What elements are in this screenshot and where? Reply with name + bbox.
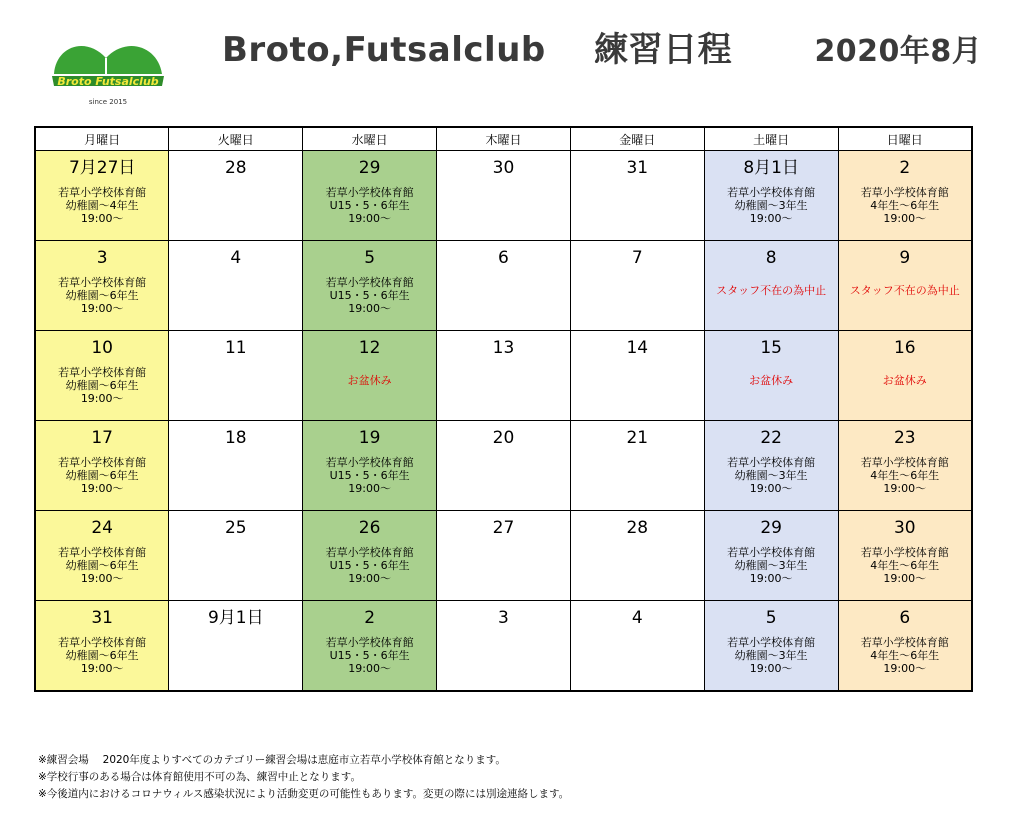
calendar-week-row (35, 421, 972, 511)
practice-info-line: 幼稚園〜6年生 (65, 649, 139, 662)
day-number: 31 (91, 608, 113, 628)
practice-info (303, 276, 436, 315)
practice-info-line: 若草小学校体育館 (325, 456, 414, 469)
day-number: 27 (492, 518, 515, 538)
calendar-day-cell (169, 151, 303, 241)
day-number: 4 (230, 248, 242, 268)
practice-info-line: 19:00〜 (348, 212, 391, 225)
practice-info-line: 19:00〜 (348, 302, 391, 315)
calendar-day-cell (838, 241, 972, 331)
practice-info-line: 若草小学校体育館 (58, 456, 147, 469)
club-logo (46, 36, 170, 116)
practice-info-line: 若草小学校体育館 (325, 546, 414, 559)
day-number: 28 (626, 518, 649, 538)
notes-section (38, 752, 569, 803)
practice-info-line: 若草小学校体育館 (860, 186, 949, 199)
day-number: 23 (893, 428, 916, 448)
practice-info-line: 19:00〜 (883, 662, 927, 675)
day-number: 5 (364, 248, 376, 268)
practice-info-line: 幼稚園〜6年生 (65, 379, 139, 392)
day-number: 10 (91, 338, 113, 358)
day-number: 28 (224, 158, 247, 178)
calendar-day-cell (169, 241, 303, 331)
practice-info (705, 546, 838, 585)
practice-info-line: 19:00〜 (348, 482, 391, 495)
day-number: 7 (631, 248, 643, 268)
day-number: 12 (358, 338, 381, 358)
day-number: 2 (899, 158, 911, 178)
practice-info-line: U15・5・6年生 (329, 559, 410, 572)
calendar-body (35, 151, 972, 692)
practice-info-line: 19:00〜 (749, 572, 793, 585)
day-number: 29 (358, 158, 381, 178)
practice-info (705, 186, 838, 225)
calendar-day-cell (838, 601, 972, 692)
practice-info-line: 19:00〜 (80, 302, 124, 315)
practice-info (36, 276, 168, 315)
calendar-day-cell (169, 601, 303, 692)
day-number: 30 (492, 158, 515, 178)
day-number: 31 (626, 158, 649, 178)
weekday-header: 火曜日 (169, 127, 303, 151)
practice-info-line: 若草小学校体育館 (58, 276, 147, 289)
practice-info (839, 456, 971, 495)
calendar-day-cell (35, 511, 169, 601)
calendar-day-cell (437, 151, 571, 241)
practice-info-line: U15・5・6年生 (329, 469, 410, 482)
calendar-day-cell (169, 331, 303, 421)
logo-since: since 2015 (88, 98, 128, 106)
calendar-day-cell (35, 601, 169, 692)
practice-info-line: 幼稚園〜3年生 (734, 469, 808, 482)
practice-info (839, 186, 971, 225)
note-line: ※学校行事のある場合は体育館使用不可の為、練習中止となります。 (38, 771, 361, 783)
practice-info-line: 若草小学校体育館 (727, 186, 816, 199)
practice-info-line: 若草小学校体育館 (58, 636, 147, 649)
day-number: 30 (893, 518, 916, 538)
weekday-header: 土曜日 (704, 127, 838, 151)
schedule-label: 練習日程 (594, 30, 733, 70)
weekday-header: 金曜日 (570, 127, 704, 151)
practice-info-line: 19:00〜 (80, 662, 124, 675)
practice-info (36, 636, 168, 675)
calendar-day-cell (704, 151, 838, 241)
practice-info (36, 186, 168, 225)
day-number: 13 (492, 338, 515, 358)
calendar-day-cell (704, 331, 838, 421)
club-name: Broto,Futsalclub (222, 30, 546, 70)
day-number: 21 (626, 428, 649, 448)
practice-info (303, 186, 436, 225)
cancellation-notice: スタッフ不在の為中止 (849, 284, 960, 297)
calendar-day-cell (570, 421, 704, 511)
cancellation-notice: お盆休み (882, 374, 927, 387)
practice-info-line: 若草小学校体育館 (860, 546, 949, 559)
weekday-header: 月曜日 (35, 127, 169, 151)
cancellation-notice: スタッフ不在の為中止 (716, 284, 827, 297)
calendar-day-cell (570, 331, 704, 421)
day-number: 9 (899, 248, 911, 268)
practice-info-line: 19:00〜 (348, 572, 391, 585)
weekday-header-row (35, 127, 972, 151)
practice-info-line: 若草小学校体育館 (860, 456, 949, 469)
day-number: 11 (224, 338, 247, 358)
practice-info (303, 636, 436, 675)
calendar-day-cell (303, 331, 437, 421)
calendar-day-cell (570, 151, 704, 241)
practice-info-line: 4年生〜6年生 (870, 469, 940, 482)
practice-info-line: 幼稚園〜6年生 (65, 469, 139, 482)
day-number: 2 (364, 608, 376, 628)
day-number: 6 (899, 608, 911, 628)
day-number: 3 (96, 248, 108, 268)
page-title (222, 22, 982, 71)
practice-info-line: 19:00〜 (883, 482, 927, 495)
calendar-day-cell (303, 421, 437, 511)
calendar-week-row (35, 151, 972, 241)
day-number: 4 (631, 608, 643, 628)
day-number: 8 (765, 248, 777, 268)
cancellation-notice: お盆休み (749, 374, 794, 387)
calendar-day-cell (704, 601, 838, 692)
practice-info-line: U15・5・6年生 (329, 289, 410, 302)
calendar-day-cell (437, 601, 571, 692)
weekday-header: 日曜日 (838, 127, 972, 151)
practice-info-line: 若草小学校体育館 (727, 456, 816, 469)
practice-info (36, 366, 168, 405)
calendar-day-cell (570, 241, 704, 331)
practice-info-line: 若草小学校体育館 (727, 546, 816, 559)
practice-info (839, 546, 971, 585)
practice-info-line: 19:00〜 (80, 572, 124, 585)
calendar-day-cell (303, 511, 437, 601)
practice-info-line: 幼稚園〜3年生 (734, 559, 808, 572)
practice-info-line: 若草小学校体育館 (727, 636, 816, 649)
practice-info-line: 若草小学校体育館 (860, 636, 949, 649)
calendar-day-cell (704, 421, 838, 511)
calendar-day-cell (437, 511, 571, 601)
day-number: 8月1日 (743, 158, 799, 178)
calendar-day-cell (169, 421, 303, 511)
practice-info-line: 若草小学校体育館 (325, 636, 414, 649)
practice-info-line: U15・5・6年生 (329, 649, 410, 662)
practice-info (705, 636, 838, 675)
day-number: 20 (492, 428, 515, 448)
practice-info (303, 546, 436, 585)
practice-info-line: 19:00〜 (80, 482, 124, 495)
practice-info-line: 19:00〜 (883, 212, 927, 225)
weekday-header: 木曜日 (437, 127, 571, 151)
calendar-week-row (35, 331, 972, 421)
practice-info-line: 19:00〜 (749, 482, 793, 495)
calendar-day-cell (838, 421, 972, 511)
calendar-day-cell (35, 331, 169, 421)
day-number: 18 (224, 428, 247, 448)
day-number: 15 (760, 338, 782, 358)
logo-text: Broto Futsalclub (57, 75, 159, 88)
day-number: 17 (91, 428, 113, 448)
day-number: 14 (626, 338, 649, 358)
cancellation-notice: お盆休み (347, 374, 392, 387)
day-number: 6 (498, 248, 509, 268)
practice-info-line: 若草小学校体育館 (58, 366, 147, 379)
calendar-day-cell (704, 241, 838, 331)
practice-info-line: 19:00〜 (348, 662, 391, 675)
calendar-day-cell (35, 421, 169, 511)
practice-info-line: 若草小学校体育館 (325, 276, 414, 289)
weekday-header: 水曜日 (303, 127, 437, 151)
calendar-day-cell (35, 151, 169, 241)
day-number: 9月1日 (207, 608, 264, 628)
day-number: 26 (358, 518, 381, 538)
day-number: 7月27日 (68, 158, 136, 178)
calendar-week-row (35, 601, 972, 692)
practice-info-line: 幼稚園〜3年生 (734, 199, 808, 212)
day-number: 3 (498, 608, 509, 628)
practice-info-line: U15・5・6年生 (329, 199, 410, 212)
day-number: 29 (760, 518, 782, 538)
day-number: 24 (91, 518, 113, 538)
calendar-day-cell (35, 241, 169, 331)
day-number: 16 (893, 338, 916, 358)
calendar-day-cell (704, 511, 838, 601)
practice-info-line: 19:00〜 (80, 212, 124, 225)
note-line: ※今後道内におけるコロナウィルス感染状況により活動変更の可能性もあります。変更の際には別途連絡します。 (38, 788, 570, 800)
practice-info (705, 456, 838, 495)
practice-info-line: 4年生〜6年生 (870, 559, 940, 572)
practice-info-line: 幼稚園〜6年生 (65, 289, 139, 302)
practice-info-line: 幼稚園〜3年生 (734, 649, 808, 662)
calendar-day-cell (570, 511, 704, 601)
practice-info-line: 幼稚園〜6年生 (65, 559, 139, 572)
month-label: 2020年8月 (814, 34, 983, 69)
day-number: 22 (760, 428, 782, 448)
practice-info-line: 4年生〜6年生 (870, 649, 940, 662)
practice-info-line: 19:00〜 (80, 392, 124, 405)
practice-info-line: 19:00〜 (749, 662, 793, 675)
calendar-day-cell (838, 331, 972, 421)
calendar-day-cell (570, 601, 704, 692)
practice-info-line: 19:00〜 (883, 572, 927, 585)
practice-info (839, 636, 971, 675)
calendar-day-cell (437, 421, 571, 511)
practice-info-line: 4年生〜6年生 (870, 199, 940, 212)
practice-info-line: 若草小学校体育館 (325, 186, 414, 199)
calendar-day-cell (437, 331, 571, 421)
calendar-day-cell (169, 511, 303, 601)
calendar-day-cell (838, 511, 972, 601)
practice-info (303, 456, 436, 495)
day-number: 19 (358, 428, 381, 448)
practice-info-line: 若草小学校体育館 (58, 546, 147, 559)
calendar-day-cell (437, 241, 571, 331)
practice-info (36, 456, 168, 495)
practice-info-line: 19:00〜 (749, 212, 793, 225)
practice-calendar (34, 126, 973, 692)
practice-info-line: 若草小学校体育館 (58, 186, 147, 199)
calendar-day-cell (303, 241, 437, 331)
calendar-day-cell (838, 151, 972, 241)
book-logo-icon (46, 36, 170, 116)
practice-info-line: 幼稚園〜4年生 (65, 199, 139, 212)
practice-info (36, 546, 168, 585)
calendar-day-cell (303, 601, 437, 692)
calendar-day-cell (303, 151, 437, 241)
calendar-week-row (35, 511, 972, 601)
day-number: 5 (765, 608, 777, 628)
note-line: ※練習会場 2020年度よりすべてのカテゴリー練習会場は恵庭市立若草小学校体育館となります。 (38, 754, 506, 766)
calendar-week-row (35, 241, 972, 331)
day-number: 25 (224, 518, 247, 538)
